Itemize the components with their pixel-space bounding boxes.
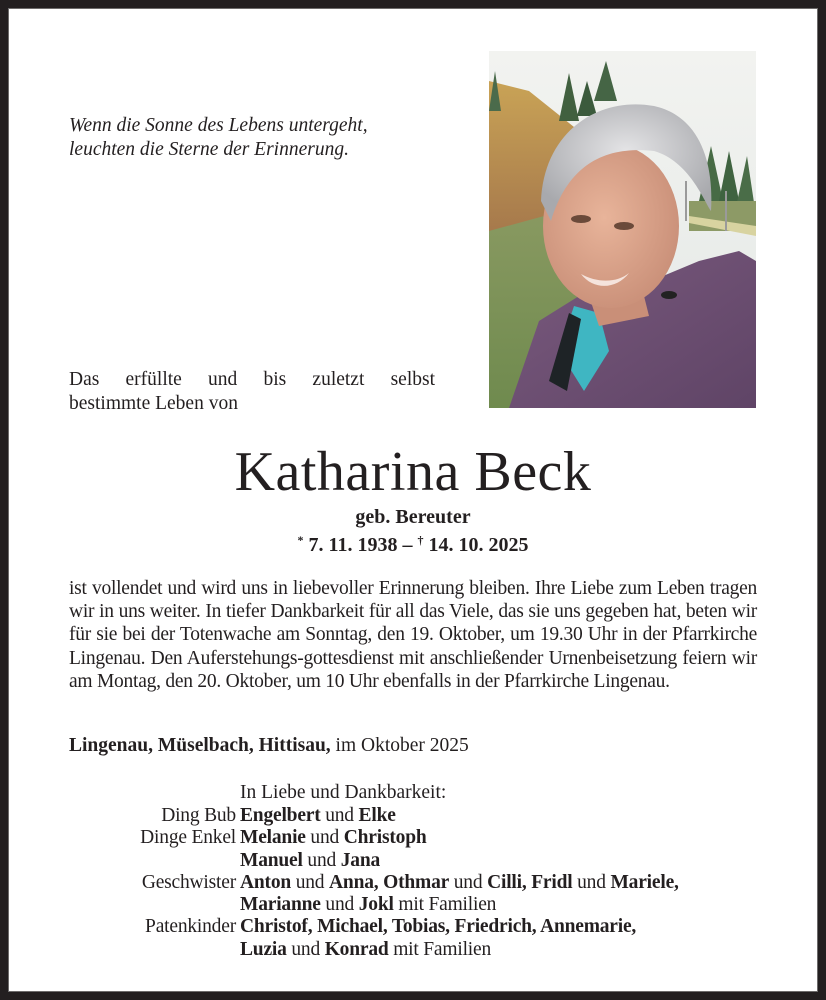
connector-text: und [302, 849, 341, 871]
death-symbol: † [417, 533, 424, 547]
mourner-name: Manuel [240, 849, 303, 871]
connector-text: und [449, 871, 488, 893]
connector-text: und [291, 871, 330, 893]
connector-text: mit Familien [388, 938, 492, 960]
relation-label: Dinge Enkel [140, 827, 236, 849]
mourner-names [240, 894, 496, 916]
relation-label [8, 850, 240, 872]
mourner-name: Anton [240, 871, 292, 893]
mourner-name: Christoph [343, 827, 427, 849]
obituary-body: ist vollendet und wird uns in liebevoller Erinnerung bleiben. Ihre Liebe zum Leben tragen wir in uns weiter. In tiefer Dankbarkeit für all das Viele, das sie uns gegeben hat, beten wir für sie bei der Totenwache am Sonntag, den 19. Oktober, um 19.30 Uhr in der Pfarrkirche Lingenau. Den Auferstehungs-gottesdienst mit anschließender Urnenbeisetzung feiern wir am Montag, den 20. Oktober, um 10 Uhr ebenfalls in der Pfarrkirche Lingenau. [69, 578, 757, 692]
mourner-name: Konrad [324, 938, 389, 960]
birth-symbol: * [297, 533, 304, 547]
date-line: im Oktober 2025 [330, 735, 469, 756]
motto-line: Wenn die Sonne des Lebens untergeht, [69, 115, 368, 136]
date-separator: – [397, 534, 418, 556]
mourner-name: Marianne [240, 894, 321, 916]
portrait-photo [489, 51, 756, 408]
places: Lingenau, Müselbach, Hittisau, [69, 735, 331, 756]
connector-text: mit Familien [393, 894, 497, 916]
mourner-row [8, 827, 818, 849]
relation-label [8, 939, 240, 961]
connector-text: und [320, 805, 359, 826]
connector-text: und [572, 871, 611, 893]
intro-line-2: bestimmte Leben von [69, 393, 238, 414]
mourner-row [8, 939, 818, 961]
obituary-page [8, 8, 818, 992]
life-dates [8, 528, 818, 557]
signoff-intro: In Liebe und Dankbarkeit: [240, 782, 447, 803]
mourner-row [8, 805, 818, 827]
relation-label [8, 894, 240, 916]
mourner-names [240, 872, 679, 894]
mourner-names [240, 805, 396, 827]
mourner-name: Mariele, [610, 871, 679, 893]
mourner-name: Luzia [240, 938, 287, 960]
connector-text: und [305, 827, 344, 849]
intro-text [69, 368, 435, 416]
mourner-row [8, 916, 818, 938]
mourner-names [240, 916, 636, 938]
mourner-names [240, 850, 380, 872]
death-date: 14. 10. 2025 [428, 534, 529, 556]
mourner-name: Christof, Michael, Tobias, Friedrich, Annemarie, [240, 916, 637, 938]
mourner-name: Engelbert [240, 805, 321, 826]
connector-text: und [286, 938, 325, 960]
portrait-image [489, 51, 756, 408]
mourner-names [240, 939, 491, 961]
mourner-name: Anna, Othmar [329, 871, 450, 893]
mourner-name: Cilli, Fridl [487, 871, 573, 893]
motto-line: leuchten die Sterne der Erinnerung. [69, 139, 349, 160]
relation-label: Geschwister [141, 871, 236, 893]
mourner-row [8, 872, 818, 894]
birth-date: 7. 11. 1938 [308, 534, 398, 556]
mourner-name: Jana [340, 849, 381, 871]
mourner-name: Jokl [358, 894, 394, 916]
mourner-names [240, 827, 427, 849]
relation-label: Patenkinder [145, 916, 236, 938]
place-and-date [69, 734, 469, 758]
deceased-name: Katharina Beck [234, 441, 592, 503]
mourner-name: Melanie [240, 827, 306, 849]
mourners-list [8, 805, 818, 961]
maiden-name: geb. Bereuter [355, 506, 471, 528]
mourner-row [8, 894, 818, 916]
connector-text: und [320, 894, 359, 916]
mourner-name: Elke [358, 805, 396, 826]
relation-label: Ding Bub [161, 805, 236, 826]
motto-quote [69, 114, 429, 162]
intro-line-1: Das erfüllte und bis zuletzt selbst [69, 369, 435, 390]
mourner-row [8, 850, 818, 872]
